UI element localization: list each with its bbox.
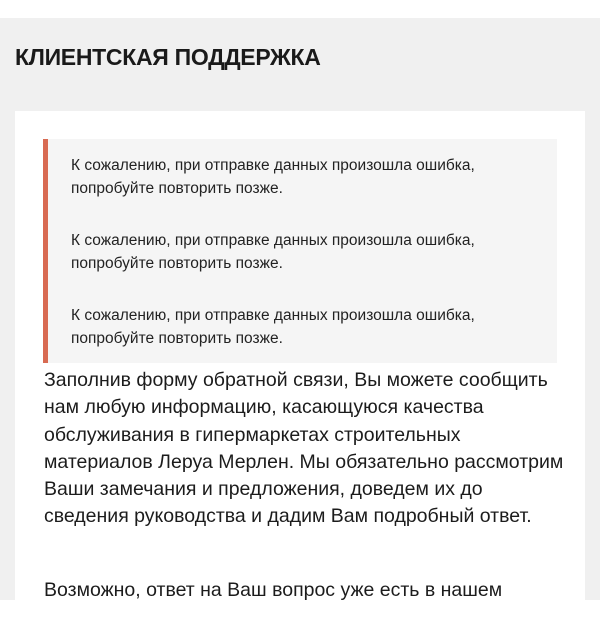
content-card	[15, 111, 585, 631]
error-alert	[43, 139, 557, 363]
error-message: К сожалению, при отправке данных произошла ошибка, попробуйте повторить позже.	[71, 157, 475, 197]
page-title: КЛИЕНТСКАЯ ПОДДЕРЖКА	[15, 44, 321, 70]
error-message: К сожалению, при отправке данных произошла ошибка, попробуйте повторить позже.	[71, 307, 475, 347]
faq-paragraph: Возможно, ответ на Ваш вопрос уже есть в нашем	[44, 579, 503, 601]
error-message: К сожалению, при отправке данных произошла ошибка, попробуйте повторить позже.	[71, 232, 475, 272]
support-page	[0, 18, 600, 600]
intro-paragraph: Заполнив форму обратной связи, Вы можете сообщить нам любую информацию, касающуюся качества обслуживания в гипермаркетах строительных материалов Леруа Мерлен. Мы обязательно рассмотрим Ваши замечания и предложения, доведем их до сведения руководства и дадим Вам подробный ответ.	[44, 369, 564, 528]
